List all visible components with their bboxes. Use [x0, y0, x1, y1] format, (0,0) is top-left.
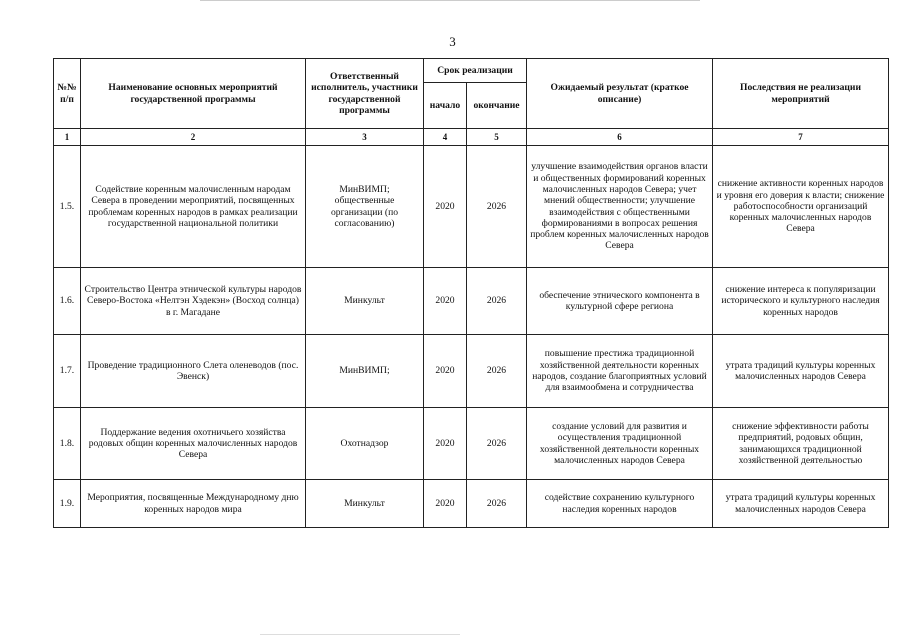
column-number: 6: [527, 129, 713, 146]
header-number: №№ п/п: [54, 59, 81, 129]
table-row: [54, 480, 889, 528]
expected-result: улучшение взаимодействия органов власти и общественных формирований коренных малочисленных народов Севера; учет мнений общественности; улучшение взаимодействия с общественными формированиями в вопросах решения проблем коренных малочисленных народов Севера: [527, 146, 713, 268]
start-year: 2020: [424, 408, 467, 480]
header-end: окончание: [467, 83, 527, 129]
column-number: 1: [54, 129, 81, 146]
header-expected-result: Ожидаемый результат (краткое описание): [527, 59, 713, 129]
column-number-row: [54, 129, 889, 146]
table-row: [54, 146, 889, 268]
header-consequences: Последствия не реализации мероприятий: [713, 59, 889, 129]
responsible: МинВИМП;: [306, 335, 424, 408]
expected-result: содействие сохранению культурного наследия коренных народов: [527, 480, 713, 528]
event-name: Содействие коренным малочисленным народам Севера в проведении мероприятий, посвященных проблемам коренных народов в рамках реализации государственной национальной политики: [81, 146, 306, 268]
responsible: Охотнадзор: [306, 408, 424, 480]
event-name: Мероприятия, посвященные Международному дню коренных народов мира: [81, 480, 306, 528]
event-name: Строительство Центра этнической культуры народов Северо-Востока «Нелтэн Хэдекэн» (Восход солнца) в г. Магадане: [81, 268, 306, 335]
responsible: Минкульт: [306, 480, 424, 528]
scan-edge-line: [200, 0, 700, 1]
table-row: [54, 268, 889, 335]
start-year: 2020: [424, 268, 467, 335]
end-year: 2026: [467, 335, 527, 408]
row-number: 1.7.: [54, 335, 81, 408]
end-year: 2026: [467, 408, 527, 480]
responsible: Минкульт: [306, 268, 424, 335]
column-number: 3: [306, 129, 424, 146]
table-row: [54, 335, 889, 408]
event-name: Проведение традиционного Слета оленеводов (пос. Эвенск): [81, 335, 306, 408]
row-number: 1.5.: [54, 146, 81, 268]
end-year: 2026: [467, 268, 527, 335]
row-number: 1.6.: [54, 268, 81, 335]
column-number: 4: [424, 129, 467, 146]
column-number: 7: [713, 129, 889, 146]
responsible: МинВИМП; общественные организации (по согласованию): [306, 146, 424, 268]
row-number: 1.8.: [54, 408, 81, 480]
consequence: утрата традиций культуры коренных малочисленных народов Севера: [713, 335, 889, 408]
column-number: 2: [81, 129, 306, 146]
page-number: 3: [449, 34, 456, 49]
header-start: начало: [424, 83, 467, 129]
start-year: 2020: [424, 480, 467, 528]
column-number: 5: [467, 129, 527, 146]
consequence: утрата традиций культуры коренных малочисленных народов Севера: [713, 480, 889, 528]
header-term: Срок реализации: [424, 59, 527, 83]
consequence: снижение эффективности работы предприятий, родовых общин, занимающихся традиционной хозяйственной деятельностью: [713, 408, 889, 480]
expected-result: повышение престижа традиционной хозяйственной деятельности коренных народов, создание благоприятных условий для взаимообмена и сотрудничества: [527, 335, 713, 408]
consequence: снижение интереса к популяризации исторического и культурного наследия коренных народов: [713, 268, 889, 335]
expected-result: создание условий для развития и осуществления традиционной хозяйственной деятельности коренных малочисленных народов Севера: [527, 408, 713, 480]
event-name: Поддержание ведения охотничьего хозяйства родовых общин коренных малочисленных народов Севера: [81, 408, 306, 480]
table-row: [54, 408, 889, 480]
start-year: 2020: [424, 335, 467, 408]
expected-result: обеспечение этнического компонента в культурной сфере региона: [527, 268, 713, 335]
consequence: снижение активности коренных народов и уровня его доверия к власти; снижение работоспособности организаций коренных малочисленных народов Севера: [713, 146, 889, 268]
end-year: 2026: [467, 146, 527, 268]
program-events-table: [53, 58, 889, 528]
start-year: 2020: [424, 146, 467, 268]
header-event-name: Наименование основных мероприятий государственной программы: [81, 59, 306, 129]
end-year: 2026: [467, 480, 527, 528]
row-number: 1.9.: [54, 480, 81, 528]
scan-edge-line: [260, 634, 460, 635]
header-responsible: Ответственный исполнитель, участники государственной программы: [306, 59, 424, 129]
